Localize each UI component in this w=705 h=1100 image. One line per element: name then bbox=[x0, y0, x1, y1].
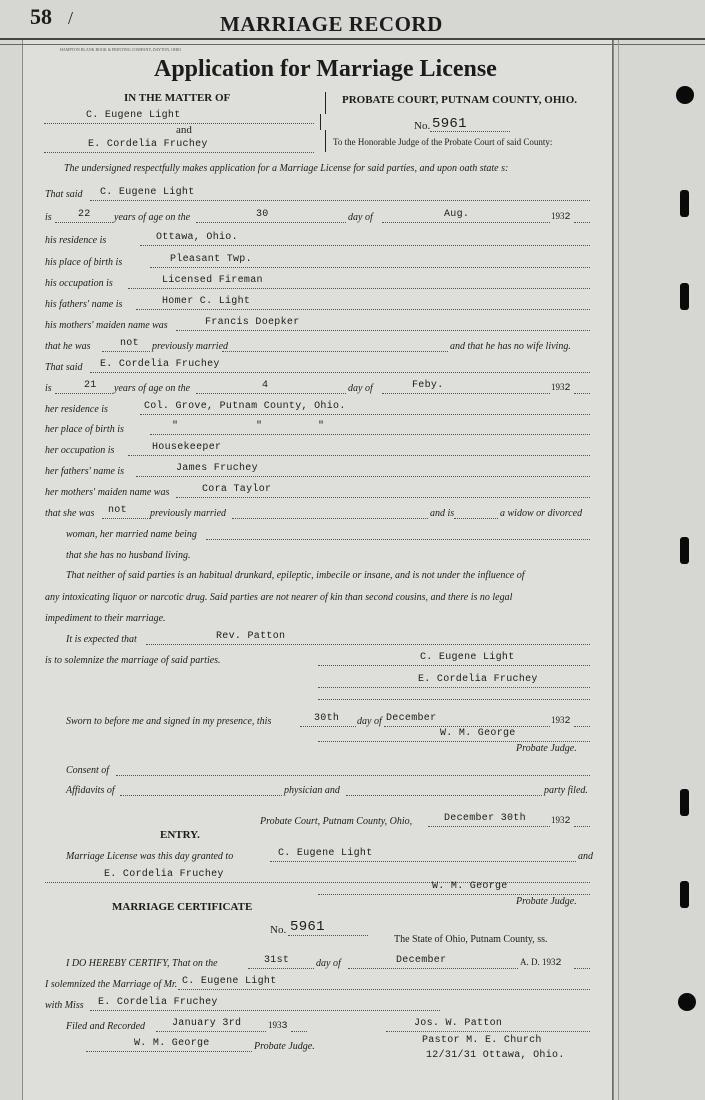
certificate-day-of: day of bbox=[316, 958, 341, 969]
entry-bride-line bbox=[45, 882, 590, 883]
filed-year-suffix: 3 bbox=[281, 1021, 288, 1032]
bride-month-line bbox=[382, 393, 550, 394]
check-mark: / bbox=[68, 8, 74, 28]
bride-name-line bbox=[90, 372, 590, 373]
bride-father-line bbox=[136, 476, 590, 477]
groom-father-label: his fathers' name is bbox=[45, 299, 123, 310]
bride-age-line bbox=[55, 393, 113, 394]
groom-birth-line bbox=[150, 267, 590, 268]
sworn-year-suffix: 2 bbox=[564, 716, 571, 727]
brace-top bbox=[325, 92, 326, 114]
groom-age: 22 bbox=[78, 209, 91, 220]
groom-name-line bbox=[90, 200, 590, 201]
brace-bottom bbox=[325, 130, 326, 152]
certificate-no-label: No. bbox=[270, 924, 287, 936]
groom-signature-line bbox=[318, 665, 590, 666]
groom-occupation-label: his occupation is bbox=[45, 278, 113, 289]
bride-birth-label: her place of birth is bbox=[45, 424, 124, 435]
bride-no-husband: that she has no husband living. bbox=[66, 550, 191, 561]
bride-occupation-line bbox=[128, 455, 590, 456]
bride-occupation: Housekeeper bbox=[152, 442, 222, 453]
certificate-bride: E. Cordelia Fruchey bbox=[98, 997, 218, 1008]
bride-father-label: her fathers' name is bbox=[45, 466, 125, 477]
entry-bride: E. Cordelia Fruchey bbox=[104, 869, 224, 880]
court-year-suffix: 2 bbox=[564, 816, 571, 827]
physician-line bbox=[346, 795, 542, 796]
statement-line-2: any intoxicating liquor or narcotic drug. Said parties are not nearer of kin than second cousins, and there is no legal bbox=[45, 592, 513, 603]
filed-label: Filed and Recorded bbox=[66, 1021, 146, 1032]
groom-month-line bbox=[382, 222, 550, 223]
court-date: December 30th bbox=[444, 813, 526, 824]
certificate-number-line bbox=[288, 935, 368, 936]
binder-slot-2 bbox=[680, 283, 689, 310]
sworn-month-line bbox=[384, 726, 550, 727]
printer-line: HAMPTON BLANK BOOK & PRINTING COMPANY, DAYTON, OHIO bbox=[60, 47, 182, 52]
certificate-month-line bbox=[348, 968, 518, 969]
bride-day-of: day of bbox=[348, 383, 373, 394]
consent-label: Consent of bbox=[66, 765, 110, 776]
certify-text: I DO HEREBY CERTIFY, That on the bbox=[66, 958, 218, 969]
certificate-year-suffix: 2 bbox=[555, 958, 562, 969]
certificate-year-line bbox=[574, 968, 590, 969]
page-number: 58 bbox=[30, 4, 52, 29]
consent-line bbox=[116, 775, 590, 776]
right-margin-rule bbox=[612, 40, 613, 1100]
application-number: 5961 bbox=[432, 116, 467, 132]
groom-year-prefix: 193 bbox=[551, 211, 565, 221]
application-title: Application for Marriage License bbox=[154, 56, 497, 82]
groom-is: is bbox=[45, 212, 52, 223]
bride-name: E. Cordelia Fruchey bbox=[100, 359, 220, 370]
certificate-heading: MARRIAGE CERTIFICATE bbox=[112, 901, 253, 913]
court-year-line bbox=[574, 826, 590, 827]
bride-and-is: and is bbox=[430, 508, 455, 519]
sworn-day-of: day of bbox=[357, 716, 382, 727]
bride-and-is-line bbox=[454, 518, 498, 519]
bride-that-said: That said bbox=[45, 362, 83, 373]
intro-text: The undersigned respectfully makes application for a Marriage License for said parties, and upon oath state s: bbox=[64, 163, 509, 174]
officiant-line bbox=[146, 644, 590, 645]
sworn-year-prefix: 193 bbox=[551, 715, 565, 725]
groom-birth-month: Aug. bbox=[444, 209, 470, 220]
binder-slot-4 bbox=[680, 789, 689, 816]
sworn-day: 30th bbox=[314, 713, 340, 724]
bride-mother-label: her mothers' maiden name was bbox=[45, 487, 170, 498]
groom-prev-line bbox=[102, 351, 150, 352]
officiant-signature-line bbox=[386, 1031, 590, 1032]
bride-father: James Fruchey bbox=[176, 463, 258, 474]
bride-year-prefix: 193 bbox=[551, 382, 565, 392]
groom-birthplace: Pleasant Twp. bbox=[170, 254, 252, 265]
to-judge-text: To the Honorable Judge of the Probate Court of said County: bbox=[333, 137, 553, 147]
bride-woman-line bbox=[206, 539, 590, 540]
groom-mother: Francis Doepker bbox=[205, 317, 300, 328]
party-filed-label: party filed. bbox=[544, 785, 588, 796]
sworn-month: December bbox=[386, 713, 437, 724]
and-label: and bbox=[176, 124, 192, 136]
groom-age-line bbox=[55, 222, 113, 223]
court-place: Probate Court, Putnam County, Ohio, bbox=[260, 816, 413, 827]
groom-prev-fill-line bbox=[222, 351, 448, 352]
bride-birth-ditto-3: " bbox=[318, 421, 325, 432]
groom-father: Homer C. Light bbox=[162, 296, 251, 307]
extra-signature-line bbox=[318, 699, 590, 700]
groom-residence-line bbox=[140, 245, 590, 246]
bride-birth-month: Feby. bbox=[412, 380, 444, 391]
groom-year-suffix: 2 bbox=[564, 212, 571, 223]
header-rule-thin bbox=[0, 44, 705, 45]
statement-line-1: That neither of said parties is an habitual drunkard, epileptic, imbecile or insane, and is not under the influence of bbox=[66, 570, 525, 581]
binder-slot-5 bbox=[680, 881, 689, 908]
bride-residence: Col. Grove, Putnam County, Ohio. bbox=[144, 401, 346, 412]
sworn-judge-signature: W. M. George bbox=[440, 728, 516, 739]
record-title: MARRIAGE RECORD bbox=[220, 12, 443, 36]
sworn-year-line bbox=[574, 726, 590, 727]
entry-groom: C. Eugene Light bbox=[278, 848, 373, 859]
bride-mother-line bbox=[176, 497, 590, 498]
certificate-judge-line bbox=[86, 1051, 252, 1052]
bride-prev-married: previously married bbox=[150, 508, 227, 519]
groom-mother-line bbox=[176, 330, 590, 331]
groom-day-of: day of bbox=[348, 212, 373, 223]
party2-name: E. Cordelia Fruchey bbox=[88, 139, 208, 150]
groom-father-line bbox=[136, 309, 590, 310]
expected-label: It is expected that bbox=[66, 634, 137, 645]
groom-no-wife: and that he has no wife living. bbox=[450, 341, 571, 352]
with-miss-label: with Miss bbox=[45, 1000, 84, 1011]
brace-mid bbox=[320, 114, 321, 130]
entry-judge-title: Probate Judge. bbox=[516, 896, 577, 907]
filed-year-line bbox=[291, 1031, 307, 1032]
court-date-line bbox=[428, 826, 550, 827]
certificate-day-line bbox=[248, 968, 314, 969]
officiant-signature: Jos. W. Patton bbox=[414, 1018, 503, 1029]
groom-birth-label: his place of birth is bbox=[45, 257, 123, 268]
filed-year-prefix: 193 bbox=[268, 1020, 282, 1030]
bride-prev-value: not bbox=[108, 505, 127, 516]
binder-hole-top bbox=[676, 86, 694, 104]
officiant-place: 12/31/31 Ottawa, Ohio. bbox=[426, 1050, 565, 1061]
bride-day-line bbox=[196, 393, 346, 394]
entry-judge-signature: W. M. George bbox=[432, 881, 508, 892]
party2-line bbox=[44, 152, 314, 153]
entry-text: Marriage License was this day granted to bbox=[66, 851, 234, 862]
officiant-name: Rev. Patton bbox=[216, 631, 286, 642]
sworn-judge-line bbox=[318, 741, 590, 742]
bride-prev-line bbox=[102, 518, 150, 519]
groom-signature: C. Eugene Light bbox=[420, 652, 515, 663]
physician-label: physician and bbox=[284, 785, 340, 796]
bride-occupation-label: her occupation is bbox=[45, 445, 115, 456]
bride-birth-line bbox=[150, 434, 590, 435]
certificate-groom-line bbox=[178, 989, 590, 990]
entry-groom-line bbox=[270, 861, 576, 862]
bride-year-line bbox=[574, 393, 590, 394]
groom-day-line bbox=[196, 222, 346, 223]
certificate-groom: C. Eugene Light bbox=[182, 976, 277, 987]
groom-years-label: years of age on the bbox=[114, 212, 191, 223]
binder-slot-3 bbox=[680, 537, 689, 564]
groom-birth-day: 30 bbox=[256, 209, 269, 220]
bride-years-label: years of age on the bbox=[114, 383, 191, 394]
entry-heading: ENTRY. bbox=[160, 829, 200, 841]
bride-woman-label: woman, her married name being bbox=[66, 529, 197, 540]
certificate-month: December bbox=[396, 955, 447, 966]
groom-that-said: That said bbox=[45, 189, 83, 200]
sworn-text: Sworn to before me and signed in my presence, this bbox=[66, 716, 272, 727]
filed-date-line bbox=[156, 1031, 266, 1032]
officiant-title: Pastor M. E. Church bbox=[422, 1035, 542, 1046]
groom-name: C. Eugene Light bbox=[100, 187, 195, 198]
groom-occupation-line bbox=[128, 288, 590, 289]
bride-birth-ditto-1: " bbox=[172, 421, 179, 432]
binder-hole-bottom bbox=[678, 993, 696, 1011]
groom-prev-label: that he was bbox=[45, 341, 91, 352]
bride-birth-day: 4 bbox=[262, 380, 269, 391]
bride-age: 21 bbox=[84, 380, 97, 391]
affidavits-label: Affidavits of bbox=[66, 785, 115, 796]
bride-is: is bbox=[45, 383, 52, 394]
bride-widow-label: a widow or divorced bbox=[500, 508, 583, 519]
groom-residence: Ottawa, Ohio. bbox=[156, 232, 238, 243]
binder-slot-1 bbox=[680, 190, 689, 217]
bride-signature-line bbox=[318, 687, 590, 688]
bride-prev-label: that she was bbox=[45, 508, 95, 519]
groom-year-line bbox=[574, 222, 590, 223]
groom-mother-label: his mothers' maiden name was bbox=[45, 320, 168, 331]
groom-occupation: Licensed Fireman bbox=[162, 275, 263, 286]
groom-prev-married: previously married bbox=[152, 341, 229, 352]
certificate-state: The State of Ohio, Putnam County, ss. bbox=[394, 934, 548, 945]
entry-judge-line bbox=[318, 894, 590, 895]
affidavits-line bbox=[120, 795, 282, 796]
sworn-day-line bbox=[300, 726, 356, 727]
bride-residence-label: her residence is bbox=[45, 404, 108, 415]
party1-name: C. Eugene Light bbox=[86, 110, 181, 121]
header-rule bbox=[0, 38, 705, 40]
entry-and: and bbox=[578, 851, 593, 862]
certificate-number: 5961 bbox=[290, 919, 325, 935]
bride-mother: Cora Taylor bbox=[202, 484, 272, 495]
sworn-judge-title: Probate Judge. bbox=[516, 743, 577, 754]
no-label: No. bbox=[414, 120, 431, 132]
solemnized-text: I solemnized the Marriage of Mr. bbox=[45, 979, 178, 990]
statement-line-3: impediment to their marriage. bbox=[45, 613, 166, 624]
solemnize-text: is to solemnize the marriage of said parties. bbox=[45, 655, 221, 666]
right-margin-rule-inner bbox=[618, 40, 619, 1100]
groom-residence-label: his residence is bbox=[45, 235, 107, 246]
in-the-matter-label: IN THE MATTER OF bbox=[124, 92, 231, 104]
court-name: PROBATE COURT, PUTNAM COUNTY, OHIO. bbox=[342, 94, 578, 106]
bride-birth-ditto-2: " bbox=[256, 421, 263, 432]
certificate-ad: A. D. 193 bbox=[520, 957, 556, 967]
bride-signature: E. Cordelia Fruchey bbox=[418, 674, 538, 685]
certificate-judge-signature: W. M. George bbox=[134, 1038, 210, 1049]
court-year-prefix: 193 bbox=[551, 815, 565, 825]
filed-date: January 3rd bbox=[172, 1018, 242, 1029]
groom-prev-value: not bbox=[120, 338, 139, 349]
bride-year-suffix: 2 bbox=[564, 383, 571, 394]
bride-prev-fill-line bbox=[232, 518, 428, 519]
bride-residence-line bbox=[140, 414, 590, 415]
certificate-day: 31st bbox=[264, 955, 290, 966]
certificate-bride-line bbox=[90, 1010, 440, 1011]
number-line bbox=[430, 131, 510, 132]
certificate-judge-title: Probate Judge. bbox=[254, 1041, 315, 1052]
